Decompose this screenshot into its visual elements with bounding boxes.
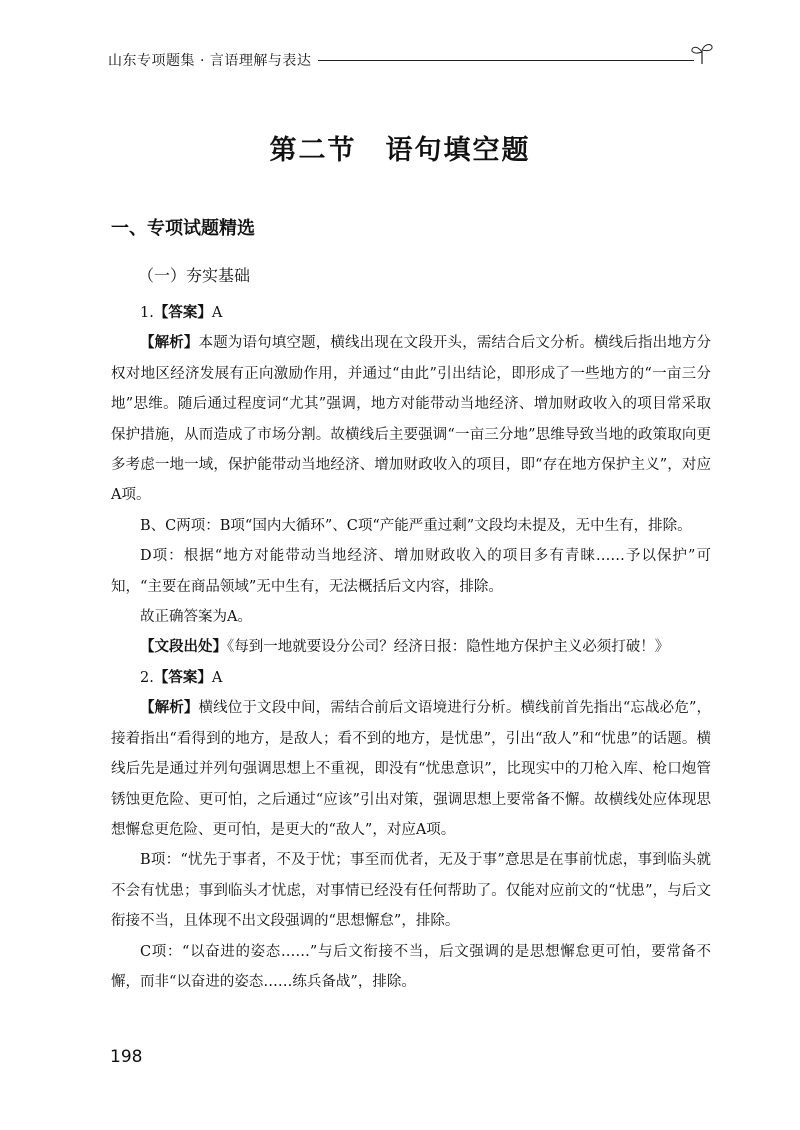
q1-source-label: 【文段出处】 bbox=[140, 639, 227, 656]
q2-answer-line bbox=[111, 663, 711, 693]
q1-analysis-paragraph bbox=[111, 328, 711, 510]
running-header-title: 山东专项题集 · 言语理解与表达 bbox=[108, 53, 312, 69]
q1-answer-label: 【答案】 bbox=[153, 305, 212, 321]
q2-analysis-text: 横线位于文段中间，需结合前后文语境进行分析。横线前首先指出“忘战必危”，接着指出“看得到的地方，是敌人；看不到的地方，是忧患”，引出“敌人”和“忧患”的话题。横线后先是通过并列句强调思想上不重视，即没有“忧患意识”，比现实中的刀枪入库、枪口炮管锈蚀更危险、更可怕，之后通过“应该”引出对策，强调思想上要常备不懈。故横线处应体现思想懈怠更危险、更可怕，是更大的“敌人”，对应A项。 bbox=[111, 700, 711, 838]
q2-number: 2. bbox=[140, 669, 154, 686]
q2-b-paragraph: B项：“忧先于事者，不及于忧；事至而优者，无及于事”意思是在事前忧虑，事到临头就不会有忧患；事到临头才忧虑，对事情已经没有任何帮助了。仅能对应前文的“忧患”，与后文衔接不当，且体现不出文段强调的“思想懈怠”，排除。 bbox=[111, 852, 711, 930]
q2-analysis-label: 【解析】 bbox=[140, 700, 199, 717]
q1-source-paragraph bbox=[111, 632, 711, 662]
heading-level-1: 一、专项试题精选 bbox=[111, 218, 255, 239]
q1-d-paragraph: D项：根据“地方对能带动当地经济、增加财政收入的项目多有青睐……予以保护”可知，“主要在商品领域”无中生有，无法概括后文内容，排除。 bbox=[111, 548, 711, 595]
header-rule bbox=[318, 60, 694, 61]
q1-analysis-label: 【解析】 bbox=[140, 335, 199, 352]
q1-conclusion: 故正确答案为A。 bbox=[140, 609, 252, 626]
q1-number: 1. bbox=[140, 305, 154, 321]
q1-bc-paragraph: B、C两项：B项“国内大循环”、C项“产能严重过剩”文段均未提及，无中生有，排除。 bbox=[140, 517, 692, 534]
q1-answer-line bbox=[111, 298, 711, 328]
q2-answer-label: 【答案】 bbox=[153, 669, 212, 686]
q2-analysis-paragraph bbox=[111, 693, 711, 845]
sprout-icon bbox=[688, 40, 716, 66]
q1-answer: A bbox=[211, 305, 223, 321]
answer-content bbox=[111, 298, 711, 997]
page-number: 198 bbox=[110, 1047, 143, 1067]
q1-analysis-text: 本题为语句填空题，横线出现在文段开头，需结合后文分析。横线后指出地方分权对地区经济发展有正向激励作用，并通过“由此”引出结论，即形成了一些地方的“一亩三分地”思维。随后通过程度词“尤其”强调，地方对能带动当地经济、增加财政收入的项目常采取保护措施，从而造成了市场分割。故横线后主要强调“一亩三分地”思维导致当地的政策取向更多考虑一地一域，保护能带动当地经济、增加财政收入的项目，即“存在地方保护主义”，对应A项。 bbox=[111, 335, 712, 504]
section-title: 第二节 语句填空题 bbox=[269, 135, 531, 166]
q1-source-text: 《每到一地就要设分公司？经济日报：隐性地方保护主义必须打破！》 bbox=[227, 639, 670, 656]
heading-level-2: （一）夯实基础 bbox=[138, 266, 251, 285]
q2-answer: A bbox=[211, 669, 223, 686]
q2-c-paragraph: C项：“以奋进的姿态……”与后文衔接不当，后文强调的是思想懈怠更可怕，要常备不懈，而非“以奋进的姿态……练兵备战”，排除。 bbox=[111, 943, 711, 990]
